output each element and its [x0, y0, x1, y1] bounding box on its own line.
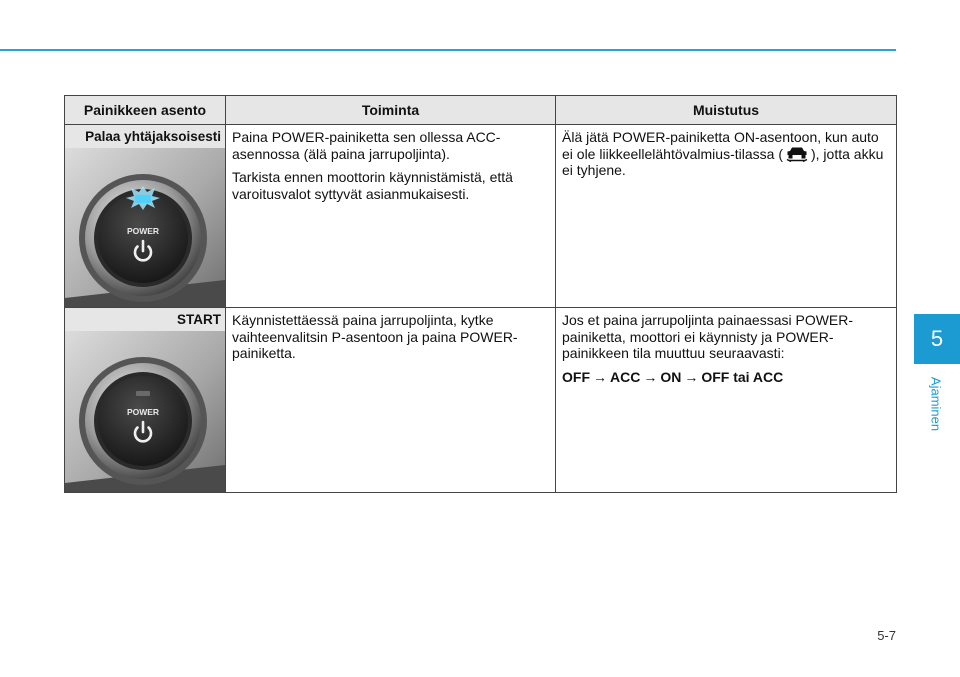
table-row [65, 125, 897, 308]
header-reminder: Muistutus [556, 96, 897, 125]
state-acc: ACC [610, 368, 641, 385]
power-text: POWER [126, 226, 160, 236]
action-paragraph: Käynnistettäessä paina jarrupoljinta, kytke vaihteenvalitsin P-asentoon ja paina POWER-painiketta. [232, 312, 518, 361]
position-cell [65, 308, 226, 493]
reminder-text-after: ), jotta akku ei tyhjene. [562, 145, 884, 178]
position-cell [65, 125, 226, 308]
action-cell [226, 125, 556, 308]
button-position-table [64, 95, 897, 493]
state-sequence [562, 369, 890, 386]
top-rule [0, 49, 896, 51]
state-off: OFF [562, 368, 590, 385]
table-header-row [65, 96, 897, 125]
ready-car-icon [786, 146, 808, 162]
action-cell [226, 308, 556, 493]
power-button-unlit-image [65, 331, 225, 492]
chapter-title [916, 364, 956, 444]
action-paragraph: Tarkista ennen moottorin käynnistämistä, että varoitusvalot syttyvät asianmukaisesti. [232, 169, 513, 202]
chapter-number-tab: 5 [914, 314, 960, 364]
table-row [65, 308, 897, 493]
state-off-or-acc: OFF tai ACC [701, 368, 784, 385]
power-text: POWER [126, 407, 160, 417]
reminder-cell [556, 125, 897, 308]
chapter-title-text: Ajaminen [928, 376, 944, 432]
state-on: ON [660, 368, 682, 385]
arrow-icon: → [684, 368, 699, 385]
reminder-cell [556, 308, 897, 493]
indicator-off-icon [136, 391, 150, 396]
arrow-icon: → [643, 368, 658, 385]
position-label: START [65, 308, 225, 331]
reminder-paragraph: Jos et paina jarrupoljinta painaessasi POWER-painiketta, moottori ei käynnisty ja POWER-painikkeen tila muuttuu seuraavasti: [562, 312, 854, 361]
arrow-icon: → [593, 368, 607, 385]
header-position: Painikkeen asento [65, 96, 226, 125]
reminder-paragraph [562, 129, 890, 179]
action-paragraph: Paina POWER-painiketta sen ollessa ACC-asennossa (älä paina jarrupoljinta). [232, 129, 501, 162]
power-button-lit-image [65, 148, 225, 307]
reminder-text-before: Älä jätä POWER-painiketta ON-asentoon, kun auto ei ole liikkeellelähtövalmius-tilassa ( [562, 129, 879, 162]
position-label: Palaa yhtäjaksoisesti [65, 125, 225, 148]
page-number: 5-7 [877, 628, 896, 643]
header-action: Toiminta [226, 96, 556, 125]
